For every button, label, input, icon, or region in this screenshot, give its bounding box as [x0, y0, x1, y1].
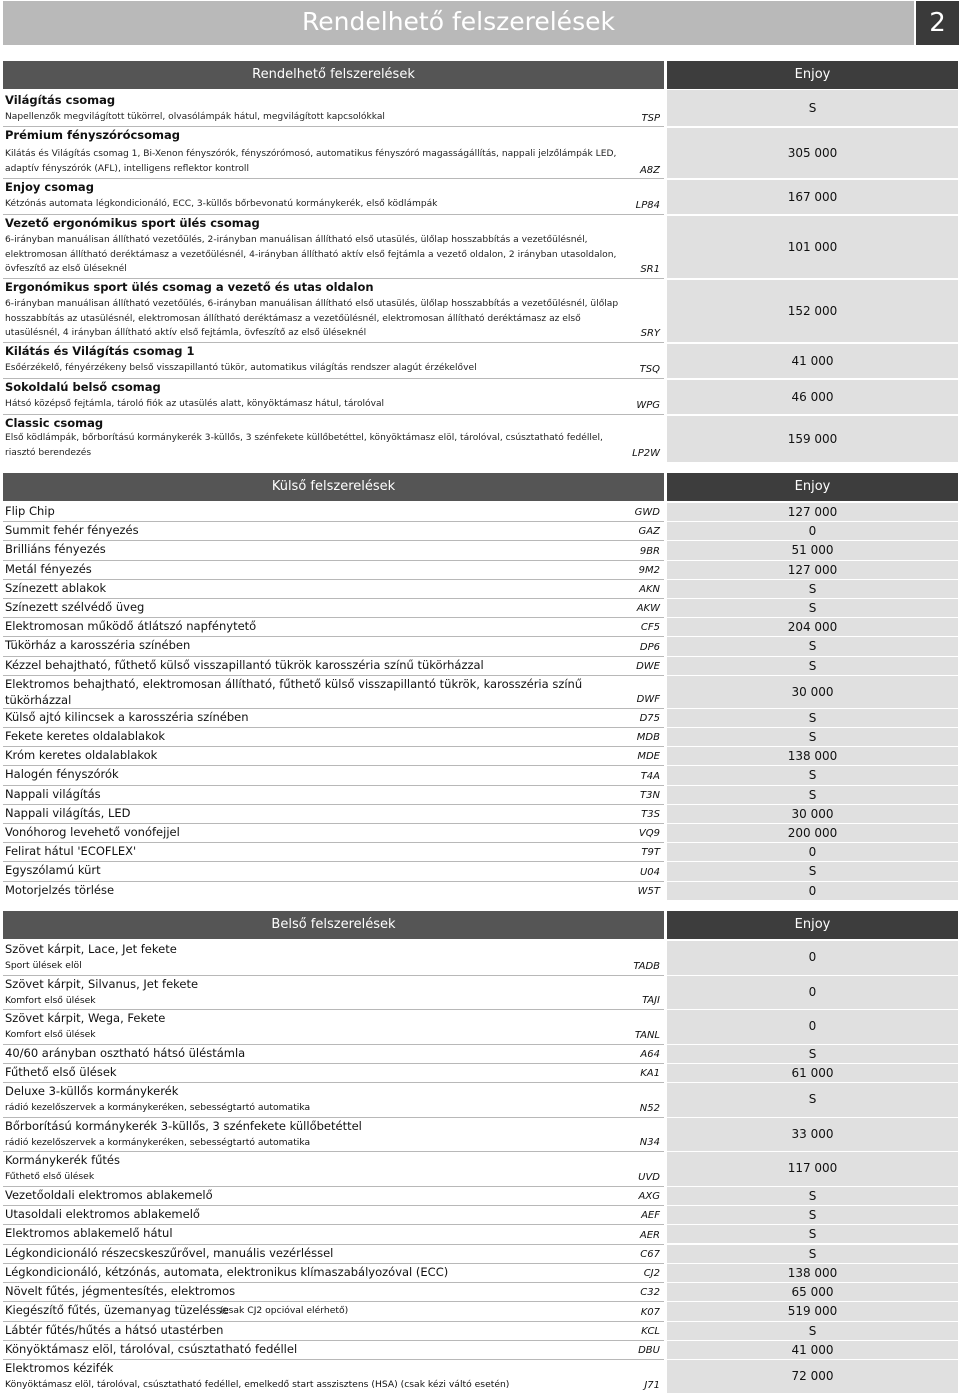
exterior-item-code: MDE — [637, 751, 660, 763]
divider — [3, 414, 664, 415]
interior-item-sub: rádió kezelőszervek a kormánykeréken, sebességtartó automatika — [5, 1136, 311, 1148]
interior-item-name: Elektromos kézifék — [5, 1361, 114, 1376]
section-exterior-column: Enjoy — [667, 473, 958, 501]
divider — [3, 656, 664, 657]
exterior-item-name: Flip Chip — [5, 504, 55, 518]
interior-item-code: CJ2 — [643, 1268, 660, 1280]
interior-item-price: 519 000 — [667, 1302, 958, 1320]
exterior-item-code: W5T — [637, 885, 660, 897]
interior-item-code: N34 — [639, 1137, 660, 1149]
divider — [3, 540, 664, 541]
divider — [3, 617, 664, 618]
package-desc: Első ködlámpák, bőrborítású kormánykerék 3-küllős, 3 szénfekete küllőbetéttel, könyöktámasz elöl, tárolóval, csúsztatható fedéllel, riasztó berendezés — [5, 433, 603, 458]
divider — [3, 1321, 664, 1322]
exterior-item-code: D75 — [639, 713, 660, 724]
exterior-item-price: S — [667, 709, 958, 727]
divider — [3, 560, 664, 561]
divider — [3, 1044, 664, 1045]
package-code: LP2W — [632, 448, 660, 459]
interior-item-price: S — [667, 1225, 958, 1243]
interior-item-name: 40/60 arányban osztható hátsó üléstámla — [5, 1045, 246, 1060]
interior-item-code: TAJI — [642, 995, 660, 1006]
package-price: 41 000 — [667, 344, 958, 378]
interior-item-name: Utasoldali elektromos ablakemelő — [5, 1206, 200, 1221]
section-interior-column: Enjoy — [667, 911, 958, 939]
package-code: LP84 — [635, 200, 660, 211]
exterior-item-name-cont: tükörházzal — [5, 692, 72, 707]
exterior-item-price: 0 — [667, 843, 958, 861]
exterior-item-name: Elektromosan működő átlátszó napfénytető — [5, 619, 257, 634]
exterior-item-code: 9BR — [639, 545, 660, 557]
divider — [3, 675, 664, 676]
exterior-item-name: Kézzel behajtható, fűthető külső visszapillantó tükrök karosszéria színű tükörházzal — [5, 657, 484, 672]
package-desc: Napellenzők megvilágított tükörrel, olvasólámpák hátul, megvilágított kapcsolókkal — [5, 112, 385, 122]
exterior-item-name: Egyszólamú kürt — [5, 863, 101, 878]
exterior-item-name: Külső ajtó kilincsek a karosszéria színében — [5, 709, 249, 724]
interior-item-sub: Komfort első ülések — [5, 1029, 96, 1040]
interior-item-name: Szövet kárpit, Lace, Jet fekete — [5, 942, 177, 956]
interior-item-code: N52 — [639, 1102, 660, 1114]
interior-item-name: Szövet kárpit, Wega, Fekete — [5, 1011, 166, 1025]
interior-item-sub: Komfort első ülések — [5, 994, 96, 1006]
package-desc: 6-irányban manuálisan állítható vezetőülés, 6-irányban manuálisan állítható első utasülés, ülőlap hosszabbítás a vezetőülésnél, ülőlap hosszabbítás az utasülésnél, elektromosan állítható deréktámasz a vezetőülésnél, elektromosan állítható deréktámasz az első utasülésnél, 4 irányban állítható aktív első fejtámla, övfeszítő az első üléseknél — [5, 299, 619, 339]
interior-item-price: 65 000 — [667, 1283, 958, 1301]
exterior-item-name: Summit fehér fényezés — [5, 523, 139, 538]
package-price: 159 000 — [667, 416, 958, 462]
exterior-item-price: 127 000 — [667, 503, 958, 521]
package-name: Világítás csomag — [5, 93, 116, 107]
exterior-item-name: Nappali világítás, LED — [5, 805, 131, 820]
interior-item-name: Kiegészítő fűtés, üzemanyag tüzelésse — [5, 1303, 229, 1318]
package-code: TSQ — [639, 364, 660, 375]
interior-item-sub: Sport ülések elöl — [5, 960, 82, 971]
interior-item-name: Légkondicionáló, kétzónás, automata, elektronikus klímaszabályozóval (ECC) — [5, 1264, 449, 1279]
package-code: TSP — [641, 113, 660, 124]
divider — [3, 1224, 664, 1225]
page-number: 2 — [916, 1, 959, 45]
interior-item-price: S — [667, 1245, 958, 1263]
interior-item-sub: Fűthető első ülések — [5, 1171, 95, 1183]
divider — [3, 1263, 664, 1264]
package-code: SR1 — [640, 264, 660, 275]
exterior-item-price: 0 — [667, 882, 958, 900]
divider — [3, 214, 664, 215]
interior-item-price: S — [667, 1322, 958, 1340]
exterior-item-code: 9M2 — [638, 564, 660, 576]
interior-item-code: AER — [639, 1229, 660, 1241]
package-name: Enjoy csomag — [5, 180, 94, 194]
header-bar — [3, 1, 914, 45]
exterior-item-code: VQ9 — [638, 828, 660, 840]
exterior-item-code: AKW — [636, 603, 660, 615]
exterior-item-price: S — [667, 786, 958, 804]
section-packages-title: Rendelhető felszerelések — [3, 61, 664, 89]
interior-item-price: 117 000 — [667, 1152, 958, 1186]
exterior-item-name: Fekete keretes oldalablakok — [5, 729, 166, 743]
interior-item-price: 72 000 — [667, 1360, 958, 1393]
exterior-item-name: Króm keretes oldalablakok — [5, 748, 158, 763]
exterior-item-name: Színezett szélvédő üveg — [5, 600, 145, 614]
interior-item-code: J71 — [644, 1379, 660, 1391]
interior-item-name: Fűthető első ülések — [5, 1064, 117, 1079]
interior-item-name: Szövet kárpit, Silvanus, Jet fekete — [5, 976, 199, 991]
interior-item-price: 0 — [667, 976, 958, 1010]
exterior-item-code: DWF — [636, 693, 660, 705]
divider — [3, 579, 664, 580]
interior-item-code: TADB — [633, 960, 660, 972]
divider — [3, 1117, 664, 1118]
divider — [3, 636, 664, 637]
exterior-item-code: GWD — [634, 507, 660, 519]
package-price: 305 000 — [667, 128, 958, 178]
interior-item-price: S — [667, 1083, 958, 1117]
exterior-item-code: CF5 — [640, 622, 660, 634]
package-name: Ergonómikus sport ülés csomag a vezető és utas oldalon — [5, 280, 374, 294]
package-name: Classic csomag — [5, 416, 104, 430]
exterior-item-code: T3S — [641, 809, 660, 820]
exterior-item-price: S — [667, 728, 958, 746]
package-desc: Kilátás és Világítás csomag 1, Bi-Xenon fényszórók, fényszórómosó, automatikus fényszóró magasságállítás, nappali jelzőlámpák LED, adaptív fényszórók (AFL), intelligens reflektor kontroll — [5, 149, 617, 174]
package-price: 46 000 — [667, 380, 958, 414]
interior-item-price: 138 000 — [667, 1264, 958, 1282]
interior-item-price: S — [667, 1206, 958, 1224]
divider — [3, 521, 664, 522]
exterior-item-code: GAZ — [638, 526, 660, 538]
package-code: WPG — [636, 400, 660, 411]
exterior-item-price: 200 000 — [667, 824, 958, 842]
interior-item-sub: rádió kezelőszervek a kormánykeréken, sebességtartó automatika — [5, 1102, 311, 1114]
package-desc: 6-irányban manuálisan állítható vezetőülés, 2-irányban manuálisan állítható első utasülés, ülőlap hosszabbítás a vezetőülésnél, elektromosan állítható deréktámasz a vezetőülésnél, 4-irányban állítható aktív első fejtámla a vezető oldalon, 2 irányban utasoldalon, övfeszítő az első üléseknél — [5, 235, 617, 275]
package-name: Sokoldalú belső csomag — [5, 380, 161, 394]
divider — [3, 842, 664, 843]
package-name: Prémium fényszórócsomag — [5, 128, 181, 142]
divider — [3, 126, 664, 127]
exterior-item-name: Színezett ablakok — [5, 580, 107, 595]
section-interior-title: Belső felszerelések — [3, 911, 664, 939]
divider — [3, 765, 664, 766]
exterior-item-name: Nappali világítás — [5, 786, 101, 801]
exterior-item-price: S — [667, 766, 958, 784]
interior-item-name: Könyöktámasz elöl, tárolóval, csúsztatható fedéllel — [5, 1342, 298, 1356]
divider — [3, 1151, 664, 1152]
exterior-item-name: Halogén fényszórók — [5, 767, 119, 782]
interior-item-code: UVD — [638, 1171, 660, 1183]
exterior-item-code: AKN — [639, 584, 660, 595]
divider — [3, 1186, 664, 1187]
package-code: SRY — [640, 328, 660, 339]
exterior-item-price: 30 000 — [667, 805, 958, 823]
exterior-item-price: 138 000 — [667, 747, 958, 765]
interior-item-price: S — [667, 1187, 958, 1205]
divider — [3, 823, 664, 824]
exterior-item-price: 51 000 — [667, 541, 958, 559]
divider — [3, 1205, 664, 1206]
package-price: 101 000 — [667, 216, 958, 278]
interior-item-code: K07 — [640, 1306, 660, 1318]
divider — [3, 1082, 664, 1083]
interior-item-code: KA1 — [640, 1068, 660, 1080]
exterior-item-price: S — [667, 637, 958, 655]
exterior-item-code: DWE — [636, 660, 660, 672]
exterior-item-price: S — [667, 599, 958, 617]
interior-item-code: KCL — [641, 1326, 660, 1337]
exterior-item-price: 0 — [667, 522, 958, 540]
package-price: S — [667, 90, 958, 126]
divider — [3, 746, 664, 747]
exterior-item-code: U04 — [639, 866, 660, 878]
interior-item-code: DBU — [638, 1345, 660, 1357]
interior-item-name: Növelt fűtés, jégmentesítés, elektromos — [5, 1284, 236, 1299]
interior-item-code: TANL — [634, 1029, 660, 1041]
package-desc: Esőérzékelő, fényérzékeny belső visszapillantó tükör, automatikus világítás rendszer alagút érzékelővel — [5, 363, 477, 373]
interior-item-name: Légkondicionáló részecskeszűrővel, manuális vezérléssel — [5, 1245, 334, 1260]
section-exterior-title: Külső felszerelések — [3, 473, 664, 501]
exterior-item-code: T9T — [641, 847, 660, 859]
interior-item-code: AXG — [638, 1190, 660, 1202]
exterior-item-name: Motorjelzés törlése — [5, 882, 115, 897]
divider — [3, 1009, 664, 1010]
section-packages-column: Enjoy — [667, 61, 958, 89]
exterior-item-name: Brilliáns fényezés — [5, 542, 106, 557]
package-code: A8Z — [639, 165, 660, 176]
package-price: 152 000 — [667, 280, 958, 342]
package-price: 167 000 — [667, 180, 958, 214]
exterior-item-code: MDB — [636, 732, 660, 744]
page-title: Rendelhető felszerelések — [302, 7, 615, 36]
divider — [3, 1301, 664, 1302]
interior-item-name: Lábtér fűtés/hűtés a hátsó utastérben — [5, 1322, 224, 1337]
interior-item-code: AEF — [641, 1210, 660, 1222]
exterior-item-price: 127 000 — [667, 561, 958, 579]
divider — [3, 785, 664, 786]
divider — [3, 598, 664, 599]
divider — [3, 278, 664, 279]
interior-item-price: 33 000 — [667, 1118, 958, 1152]
divider — [3, 708, 664, 709]
interior-item-price: S — [667, 1045, 958, 1063]
divider — [3, 1244, 664, 1245]
package-desc: Kétzónás automata légkondicionáló, ECC, 3-küllős bőrbevonatú kormánykerék, első ködlámpák — [5, 199, 438, 209]
divider — [3, 378, 664, 379]
exterior-item-code: T3N — [640, 789, 660, 801]
interior-item-price: 61 000 — [667, 1064, 958, 1082]
exterior-item-name: Tükörház a karosszéria színében — [5, 638, 191, 653]
interior-item-price: 0 — [667, 941, 958, 975]
exterior-item-price: 204 000 — [667, 618, 958, 636]
interior-item-code: C67 — [640, 1248, 660, 1260]
exterior-item-price: S — [667, 657, 958, 675]
divider — [3, 804, 664, 805]
interior-item-price: 41 000 — [667, 1341, 958, 1359]
package-name: Kilátás és Világítás csomag 1 — [5, 344, 195, 358]
interior-item-code: C32 — [640, 1287, 660, 1299]
exterior-item-price: 30 000 — [667, 676, 958, 708]
divider — [3, 1340, 664, 1341]
exterior-item-price: S — [667, 580, 958, 598]
interior-item-name: Deluxe 3-küllős kormánykerék — [5, 1084, 179, 1099]
exterior-item-name: Felirat hátul 'ECOFLEX' — [5, 844, 137, 859]
interior-item-price: 0 — [667, 1010, 958, 1044]
divider — [3, 1359, 664, 1360]
exterior-item-price: S — [667, 862, 958, 880]
interior-item-name: Elektromos ablakemelő hátul — [5, 1226, 173, 1241]
divider — [3, 727, 664, 728]
exterior-item-name: Metál fényezés — [5, 561, 92, 576]
divider — [3, 342, 664, 343]
interior-item-code: A64 — [640, 1048, 660, 1060]
exterior-item-code: DP6 — [639, 641, 660, 653]
divider — [3, 1063, 664, 1064]
divider — [3, 881, 664, 882]
package-desc: Hátsó középső fejtámla, tároló fiók az utasülés alatt, könyöktámasz hátul, tárolóval — [5, 399, 385, 409]
exterior-item-name: Vonóhorog levehető vonófejjel — [5, 825, 180, 839]
exterior-item-name: Elektromos behajtható, elektromosan állítható, fűthető külső visszapillantó tükrök, karosszéria színű — [5, 676, 583, 691]
interior-item-sub: Könyöktámasz elöl, tárolóval, csúsztatható fedéllel, emelkedő start asszisztens (HSA) (csak kézi váltó esetén) — [5, 1379, 510, 1391]
divider — [3, 1282, 664, 1283]
divider — [3, 861, 664, 862]
interior-item-note: (csak CJ2 opcióval elérhető) — [220, 1305, 349, 1317]
package-name: Vezető ergonómikus sport ülés csomag — [5, 216, 260, 230]
interior-item-name: Kormánykerék fűtés — [5, 1153, 120, 1168]
exterior-item-code: T4A — [640, 770, 660, 782]
divider — [3, 975, 664, 976]
divider — [3, 178, 664, 179]
interior-item-name: Bőrborítású kormánykerék 3-küllős, 3 szénfekete küllőbetéttel — [5, 1118, 362, 1133]
interior-item-name: Vezetőoldali elektromos ablakemelő — [5, 1187, 213, 1202]
